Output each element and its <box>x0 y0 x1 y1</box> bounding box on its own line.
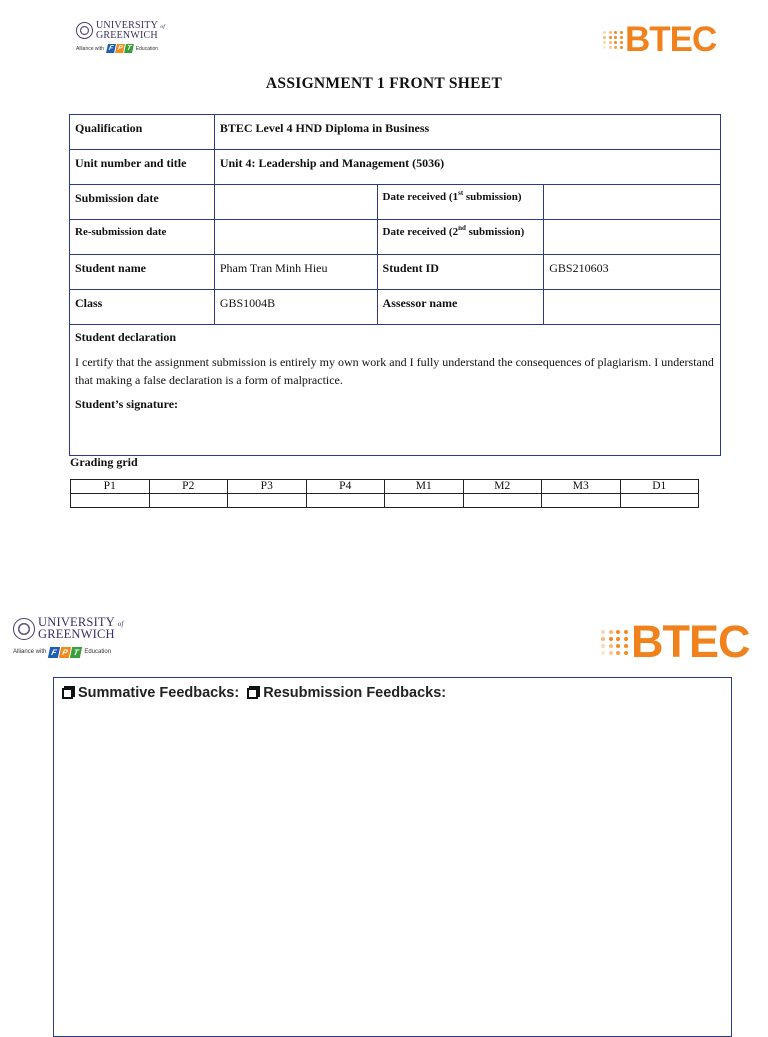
assessor-value[interactable] <box>544 290 721 325</box>
grade-header-p3: P3 <box>228 480 307 494</box>
grading-grid <box>70 479 699 508</box>
submission-row <box>70 185 721 220</box>
student-id-label: Student ID <box>377 255 544 290</box>
university-line1: UNIVERSITY <box>96 20 158 31</box>
resubmission-date-label: Re-submission date <box>70 220 215 255</box>
student-id-value[interactable]: GBS210603 <box>544 255 721 290</box>
university-line2: GREENWICH <box>96 29 158 41</box>
summative-checkbox-icon[interactable] <box>62 688 73 699</box>
front-sheet-table <box>69 114 721 456</box>
alliance-prefix: Alliance with <box>13 649 47 656</box>
btec-dots-icon <box>601 630 628 655</box>
university-greenwich-logo-page2 <box>13 617 124 658</box>
btec-dots-icon <box>603 31 623 49</box>
grade-header-p1: P1 <box>71 480 150 494</box>
resubmission-feedback-label: Resubmission Feedbacks: <box>263 685 447 701</box>
university-line2: GREENWICH <box>38 626 115 641</box>
declaration-title: Student declaration <box>75 330 177 344</box>
btec-wordmark: BTEC <box>625 20 717 59</box>
university-seal-icon <box>13 618 35 640</box>
grade-header-p4: P4 <box>306 480 385 494</box>
grade-header-m3: M3 <box>542 480 621 494</box>
grading-header-row <box>71 480 699 494</box>
grade-value-m1[interactable] <box>385 494 464 508</box>
university-greenwich-logo <box>76 21 165 53</box>
grade-value-p1[interactable] <box>71 494 150 508</box>
page-title: ASSIGNMENT 1 FRONT SHEET <box>265 75 503 92</box>
summative-feedback-label: Summative Feedbacks: <box>78 685 240 701</box>
resubmission-date-field[interactable] <box>214 220 377 255</box>
university-seal-icon <box>76 22 93 39</box>
unit-value: Unit 4: Leadership and Management (5036) <box>214 150 720 185</box>
declaration-text: I certify that the assignment submission is entirely my own work and I fully understand the consequences of plagiarism. I understand that making a false declaration is a form of malpractice. <box>75 355 714 387</box>
alliance-suffix: Education <box>135 45 159 52</box>
qualification-value: BTEC Level 4 HND Diploma in Business <box>214 115 720 150</box>
class-row <box>70 290 721 325</box>
student-name-value[interactable]: Pham Tran Minh Hieu <box>214 255 377 290</box>
fpt-logo: F P T <box>49 647 81 658</box>
submission-date-field[interactable] <box>214 185 377 220</box>
date-received-2-label: Date received (2nd submission) <box>377 220 544 255</box>
alliance-prefix: Alliance with <box>76 45 104 52</box>
university-line1: UNIVERSITY <box>38 615 115 629</box>
class-value[interactable]: GBS1004B <box>214 290 377 325</box>
unit-label: Unit number and title <box>70 150 215 185</box>
declaration-row <box>70 325 721 456</box>
btec-logo <box>603 20 716 60</box>
fpt-logo: F P T <box>107 44 133 53</box>
grade-value-p4[interactable] <box>306 494 385 508</box>
student-name-label: Student name <box>70 255 215 290</box>
qualification-label: Qualification <box>70 115 215 150</box>
grade-value-m2[interactable] <box>463 494 542 508</box>
btec-logo-page2 <box>601 616 750 668</box>
date-received-2-field[interactable] <box>544 220 721 255</box>
signature-label: Student’s signature: <box>75 397 179 411</box>
grade-header-m2: M2 <box>463 480 542 494</box>
qualification-row <box>70 115 721 150</box>
student-row <box>70 255 721 290</box>
date-received-1-label: Date received (1st submission) <box>377 185 544 220</box>
resubmission-checkbox-icon[interactable] <box>247 688 258 699</box>
university-of: of <box>160 24 166 30</box>
grade-value-p3[interactable] <box>228 494 307 508</box>
alliance-suffix: Education <box>84 649 112 656</box>
assessor-label: Assessor name <box>377 290 544 325</box>
grade-value-p2[interactable] <box>149 494 228 508</box>
feedback-box[interactable] <box>53 677 732 1037</box>
grading-grid-label: Grading grid <box>70 455 138 469</box>
submission-date-label: Submission date <box>70 185 215 220</box>
university-of: of <box>117 621 124 628</box>
class-label: Class <box>70 290 215 325</box>
grade-header-m1: M1 <box>385 480 464 494</box>
resubmission-row <box>70 220 721 255</box>
date-received-1-field[interactable] <box>544 185 721 220</box>
unit-row <box>70 150 721 185</box>
btec-wordmark: BTEC <box>631 616 750 667</box>
grade-value-d1[interactable] <box>620 494 699 508</box>
grade-header-p2: P2 <box>149 480 228 494</box>
grade-value-m3[interactable] <box>542 494 621 508</box>
feedback-header <box>62 685 446 701</box>
grading-value-row <box>71 494 699 508</box>
declaration-cell <box>70 325 721 456</box>
grade-header-d1: D1 <box>620 480 699 494</box>
